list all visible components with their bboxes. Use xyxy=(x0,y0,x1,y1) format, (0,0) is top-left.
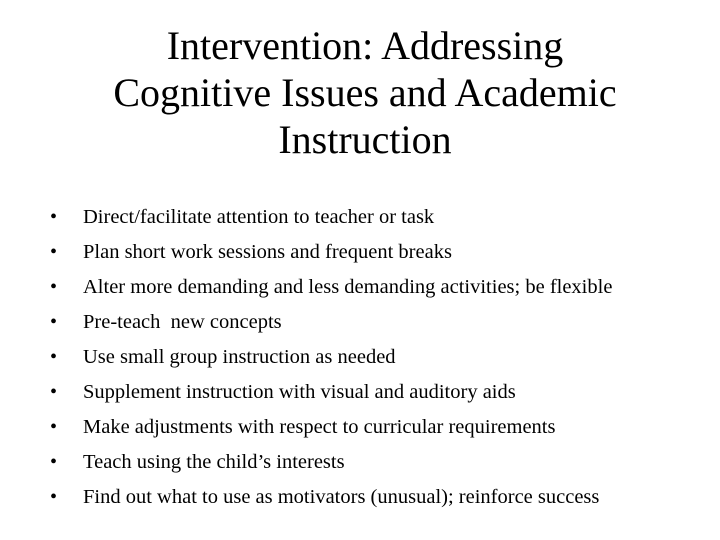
bullet-marker: • xyxy=(50,241,58,263)
bullet-text: Supplement instruction with visual and auditory aids xyxy=(83,381,516,403)
bullet-marker: • xyxy=(50,486,58,508)
bullet-text: Alter more demanding and less demanding activities; be flexible xyxy=(83,276,613,298)
bullet-marker: • xyxy=(50,346,58,368)
bullet-text: Make adjustments with respect to curricular requirements xyxy=(83,416,556,438)
bullet-marker: • xyxy=(50,276,58,298)
bullet-text: Teach using the child’s interests xyxy=(83,451,345,473)
bullet-marker: • xyxy=(50,311,58,333)
slide-title-line: Intervention: Addressing xyxy=(166,23,564,68)
bullet-text: Plan short work sessions and frequent breaks xyxy=(83,241,452,263)
slide-title-line: Instruction xyxy=(278,117,452,162)
bullet-text: Use small group instruction as needed xyxy=(83,346,396,368)
bullet-marker: • xyxy=(50,451,58,473)
slide-title xyxy=(20,22,710,163)
bullet-marker: • xyxy=(50,416,58,438)
bullet-text: Pre-teach new concepts xyxy=(83,311,282,333)
slide-title-line: Cognitive Issues and Academic xyxy=(113,70,617,115)
bullet-text: Find out what to use as motivators (unusual); reinforce success xyxy=(83,486,600,508)
bullet-marker: • xyxy=(50,206,58,228)
bullet-text: Direct/facilitate attention to teacher or task xyxy=(83,206,435,228)
bullet-marker: • xyxy=(50,381,58,403)
